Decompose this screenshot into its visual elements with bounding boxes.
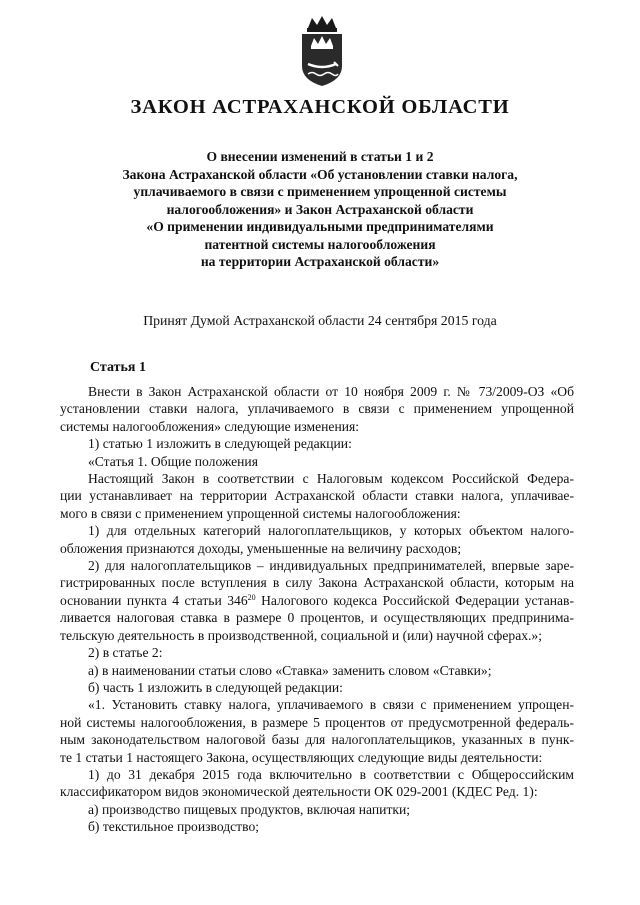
body-line bbox=[60, 679, 574, 696]
subject-line: «О применении индивидуальными предпринимателями bbox=[146, 219, 494, 234]
body-line bbox=[60, 470, 574, 487]
subject-line: Закона Астраханской области «Об установлении ставки налога, bbox=[122, 166, 518, 182]
body-line bbox=[60, 662, 574, 679]
body-line-text-after: Налогового кодекса Российской Федерации устанав- bbox=[255, 592, 574, 608]
body-line bbox=[60, 557, 574, 574]
body-line-text: 2) для налогоплательщиков – индивидуальных предпринимателей, впервые заре- bbox=[88, 558, 574, 574]
body-line bbox=[60, 749, 574, 766]
body-line-text: а) производство пищевых продуктов, включая напитки; bbox=[88, 801, 411, 817]
body-line bbox=[60, 818, 574, 835]
subject-line: на территории Астраханской области» bbox=[200, 254, 440, 269]
body-line bbox=[60, 801, 574, 818]
body-line-text: 1) для отдельных категорий налогоплательщиков, у которых объектом налого- bbox=[88, 523, 574, 539]
subject-line: налогообложения» и Закон Астраханской области bbox=[166, 201, 474, 217]
body-line-text: 1) статью 1 изложить в следующей редакции: bbox=[88, 436, 352, 452]
body-line bbox=[60, 731, 574, 748]
adoption-statement: Принят Думой Астраханской области 24 сентября 2015 года bbox=[143, 313, 497, 328]
body-line-text: Настоящий Закон в соответствии с Налоговым кодексом Российской Федера- bbox=[88, 471, 574, 487]
law-subject bbox=[60, 148, 580, 271]
body-line bbox=[60, 400, 574, 417]
body-line bbox=[60, 574, 574, 591]
body-line bbox=[60, 453, 574, 470]
body-line bbox=[60, 383, 574, 400]
article-heading: Статья 1 bbox=[90, 360, 146, 375]
body-line bbox=[60, 435, 574, 452]
body-line-text: «1. Установить ставку налога, уплачиваемого в связи с применением упрощен- bbox=[88, 697, 574, 713]
body-line bbox=[60, 783, 574, 800]
body-line-text: системы налогообложения» следующие изменения: bbox=[60, 418, 360, 434]
body-line-text: те 1 статьи 1 настоящего Закона, осуществляющих следующие виды деятельности: bbox=[60, 749, 543, 765]
body-line-text: ливается налоговая ставка в размере 0 процентов, и осуществляющих предпринима- bbox=[60, 610, 574, 626]
body-line bbox=[60, 627, 574, 644]
body-line bbox=[60, 696, 574, 713]
body-line bbox=[60, 522, 574, 539]
body-line-text: 2) в статье 2: bbox=[88, 645, 163, 661]
body-line bbox=[60, 644, 574, 661]
body-line bbox=[60, 714, 574, 731]
body-line-text: б) часть 1 изложить в следующей редакции: bbox=[88, 679, 343, 695]
body-line-text: ным законодательством налоговой базы для налогоплательщиков, указанных в пунк- bbox=[60, 732, 574, 748]
subject-line: О внесении изменений в статьи 1 и 2 bbox=[206, 149, 434, 164]
body-line bbox=[60, 505, 574, 522]
body-line bbox=[60, 487, 574, 504]
body-line-text: установлении ставки налога, уплачиваемого в связи с применением упрощенной bbox=[60, 401, 574, 417]
body-line bbox=[60, 766, 574, 783]
body-line-text: Внести в Закон Астраханской области от 10 ноября 2009 г. № 73/2009-ОЗ «Об bbox=[88, 384, 574, 399]
body-line bbox=[60, 540, 574, 557]
body-line-text: основании пункта 4 статьи 346 bbox=[60, 592, 248, 608]
article-body bbox=[60, 383, 574, 836]
subject-line: патентной системы налогообложения bbox=[204, 236, 436, 252]
body-line-text: «Статья 1. Общие положения bbox=[88, 453, 258, 469]
body-line-text: б) текстильное производство; bbox=[88, 819, 260, 835]
subject-line: уплачиваемого в связи с применением упрощенной системы bbox=[133, 184, 507, 199]
astrakhan-coat-of-arms-icon bbox=[294, 14, 350, 88]
body-line-text: гистрированных после вступления в силу Закона Астраханской области, которым на bbox=[60, 575, 574, 591]
body-line-text: обложения признаются доходы, уменьшенные на величину расходов; bbox=[60, 540, 462, 556]
body-line-text: ции устанавливает на территории Астраханской области ставки налога, уплачивае- bbox=[60, 488, 574, 504]
body-line-text: а) в наименовании статьи слово «Ставка» заменить словом «Ставки»; bbox=[88, 662, 492, 678]
body-line bbox=[60, 418, 574, 435]
law-title: ЗАКОН АСТРАХАНСКОЙ ОБЛАСТИ bbox=[130, 96, 510, 118]
body-line-text: тельскую деятельность в производственной, социальной и (или) научной сферах.»; bbox=[60, 627, 542, 643]
body-line-text: мого в связи с применением упрощенной системы налогообложения: bbox=[60, 505, 461, 521]
superscript: 20 bbox=[247, 592, 256, 602]
body-line-text: ной системы налогообложения, в размере 5 процентов от предусмотренной федераль- bbox=[60, 714, 574, 730]
body-line bbox=[60, 609, 574, 626]
body-line bbox=[60, 592, 574, 609]
body-line-text: классификатором видов экономической деятельности ОК 029-2001 (КДЕС Ред. 1): bbox=[60, 784, 538, 800]
body-line-text: 1) до 31 декабря 2015 года включительно в соответствии с Общероссийским bbox=[88, 766, 574, 782]
